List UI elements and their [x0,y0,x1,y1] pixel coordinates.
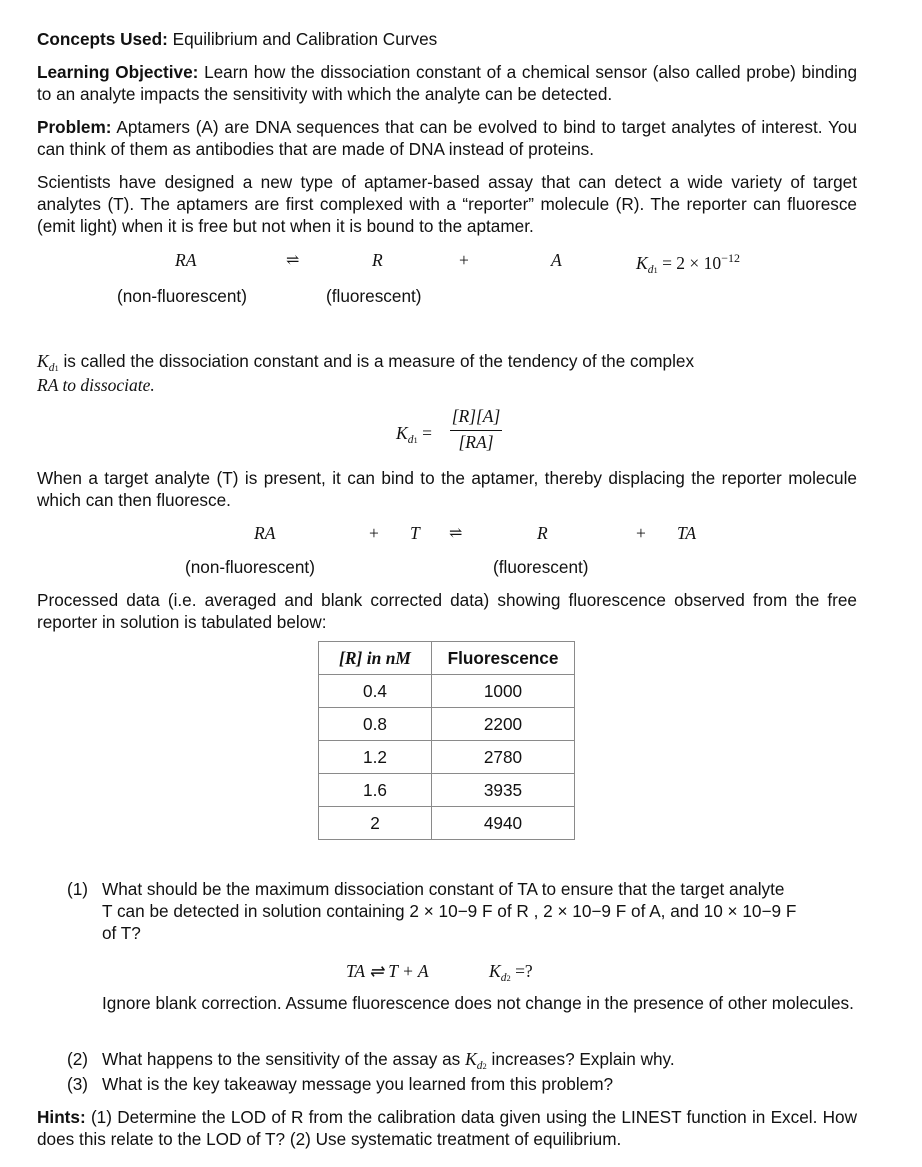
kd-formula-lhs: $K_{d1}$ = [396,423,432,446]
question-2 [0,1048,922,1070]
objective-label: Learning Objective: [37,62,199,82]
kd-formula-denominator: [RA] [458,432,494,452]
cell-concentration: 2 [319,807,432,840]
reaction1-label-fluorescent: (fluorescent) [326,286,422,306]
reaction2-label-nonfluorescent: (non-fluorescent) [185,557,315,577]
kd-formula-numerator: [R][A] [451,406,501,426]
cell-concentration: 0.8 [319,708,432,741]
question-2-text: What happens to the sensitivity of the assay as $K_{d2}$ increases? Explain why. [102,1049,675,1072]
table-row [319,807,575,840]
reaction2-plus-2: + [636,523,646,543]
displacement-paragraph [37,467,857,511]
table-header-row [319,642,575,675]
question-2-number: (2) [67,1049,89,1069]
table-row [319,708,575,741]
table-row [319,774,575,807]
reaction1-reactant: RA [175,250,197,270]
cell-fluorescence: 2200 [432,708,575,741]
problem-text-2: Scientists have designed a new type of aptamer-based assay that can detect a wide variety of target analytes (T). The aptamers are first complexed with a “reporter” molecule (R). The reporter can fluoresce (emit light) when it is free but not when it is bound to the aptamer. [37,172,857,236]
reaction1-plus: + [459,250,469,270]
concepts-text: Equilibrium and Calibration Curves [172,29,438,49]
question-1-number: (1) [67,879,89,899]
reaction1-arrow: ⇌ [286,250,300,269]
cell-fluorescence: 3935 [432,774,575,807]
table-row [319,741,575,774]
cell-concentration: 1.2 [319,741,432,774]
question-3-text: What is the key takeaway message you learned from this problem? [102,1074,614,1094]
reaction2-reactant-ra: RA [254,523,276,543]
reaction2-product-ta: TA [677,523,697,543]
kd1-value: $K_{d1} = 2 \times 10^{-12}$ [636,251,740,276]
hints-label: Hints: [37,1107,86,1127]
assumption-note-text: Ignore blank correction. Assume fluorescence does not change in the presence of other molecules. [102,993,854,1013]
question-1 [0,878,922,948]
reaction1-label-nonfluorescent: (non-fluorescent) [117,286,247,306]
problem-text-1: Aptamers (A) are DNA sequences that can be evolved to bind to target analytes of interest. You can think of them as antibodies that are made of DNA instead of proteins. [37,117,858,159]
data-intro-text: Processed data (i.e. averaged and blank corrected data) showing fluorescence observed from the free reporter in solution is tabulated below: [37,590,857,632]
hints [37,1106,857,1150]
header-concentration: [R] in nM [319,642,432,675]
cell-concentration: 0.4 [319,675,432,708]
concepts-label: Concepts Used: [37,29,168,49]
assumption-note [102,992,862,1014]
reaction2-label-fluorescent: (fluorescent) [493,557,589,577]
kd-definition-text: is called the dissociation constant and is a measure of the tendency of the complex [63,351,695,371]
displacement-text: When a target analyte (T) is present, it can bind to the aptamer, thereby displacing the reporter molecule which can then fluoresce. [37,468,857,510]
reaction1-product-a: A [551,250,562,270]
table-row [319,675,575,708]
data-intro [37,589,857,633]
objective-text: Learn how the dissociation constant of a chemical sensor (also called probe) binding to an analyte impacts the sensitivity with which the analyte can be detected. [37,62,858,104]
question-1-line-2: T can be detected in solution containing 2 × 10−9 F of R , 2 × 10−9 F of A, and 10 × 10−9 F [102,901,797,921]
question-1-line-1: What should be the maximum dissociation constant of TA to ensure that the target analyte [102,879,785,899]
reaction2-product-r: R [537,523,548,543]
reaction2-reactant-t: T [410,523,420,543]
kd-definition-text-2: RA to dissociate. [37,375,155,395]
kd2-unknown: $K_{d2}$ =? [489,961,533,984]
kd-definition-cont [37,374,857,396]
reaction1-product-r: R [372,250,383,270]
problem-label: Problem: [37,117,112,137]
learning-objective [37,61,857,105]
question-1-line-3: of T? [102,923,141,943]
question-3 [0,1073,922,1095]
problem-paragraph [37,116,857,160]
assay-paragraph [37,171,857,237]
question-3-number: (3) [67,1074,89,1094]
cell-concentration: 1.6 [319,774,432,807]
dissociation-reaction: TA ⇌ T + A [346,961,429,981]
concepts-line [37,28,857,50]
reaction2-arrow: ⇌ [449,523,463,542]
cell-fluorescence: 2780 [432,741,575,774]
kd-definition: $K_{d1}$ is called the dissociation constant and is a measure of the tendency of the complex [37,351,695,374]
header-fluorescence: Fluorescence [432,642,575,675]
calibration-table [318,641,575,840]
cell-fluorescence: 1000 [432,675,575,708]
reaction2-plus-1: + [369,523,379,543]
hints-text: (1) Determine the LOD of R from the calibration data given using the LINEST function in Excel. How does this relate to the LOD of T? (2) Use systematic treatment of equilibrium. [37,1107,857,1149]
kd-formula-fraction-bar [450,430,502,431]
cell-fluorescence: 4940 [432,807,575,840]
